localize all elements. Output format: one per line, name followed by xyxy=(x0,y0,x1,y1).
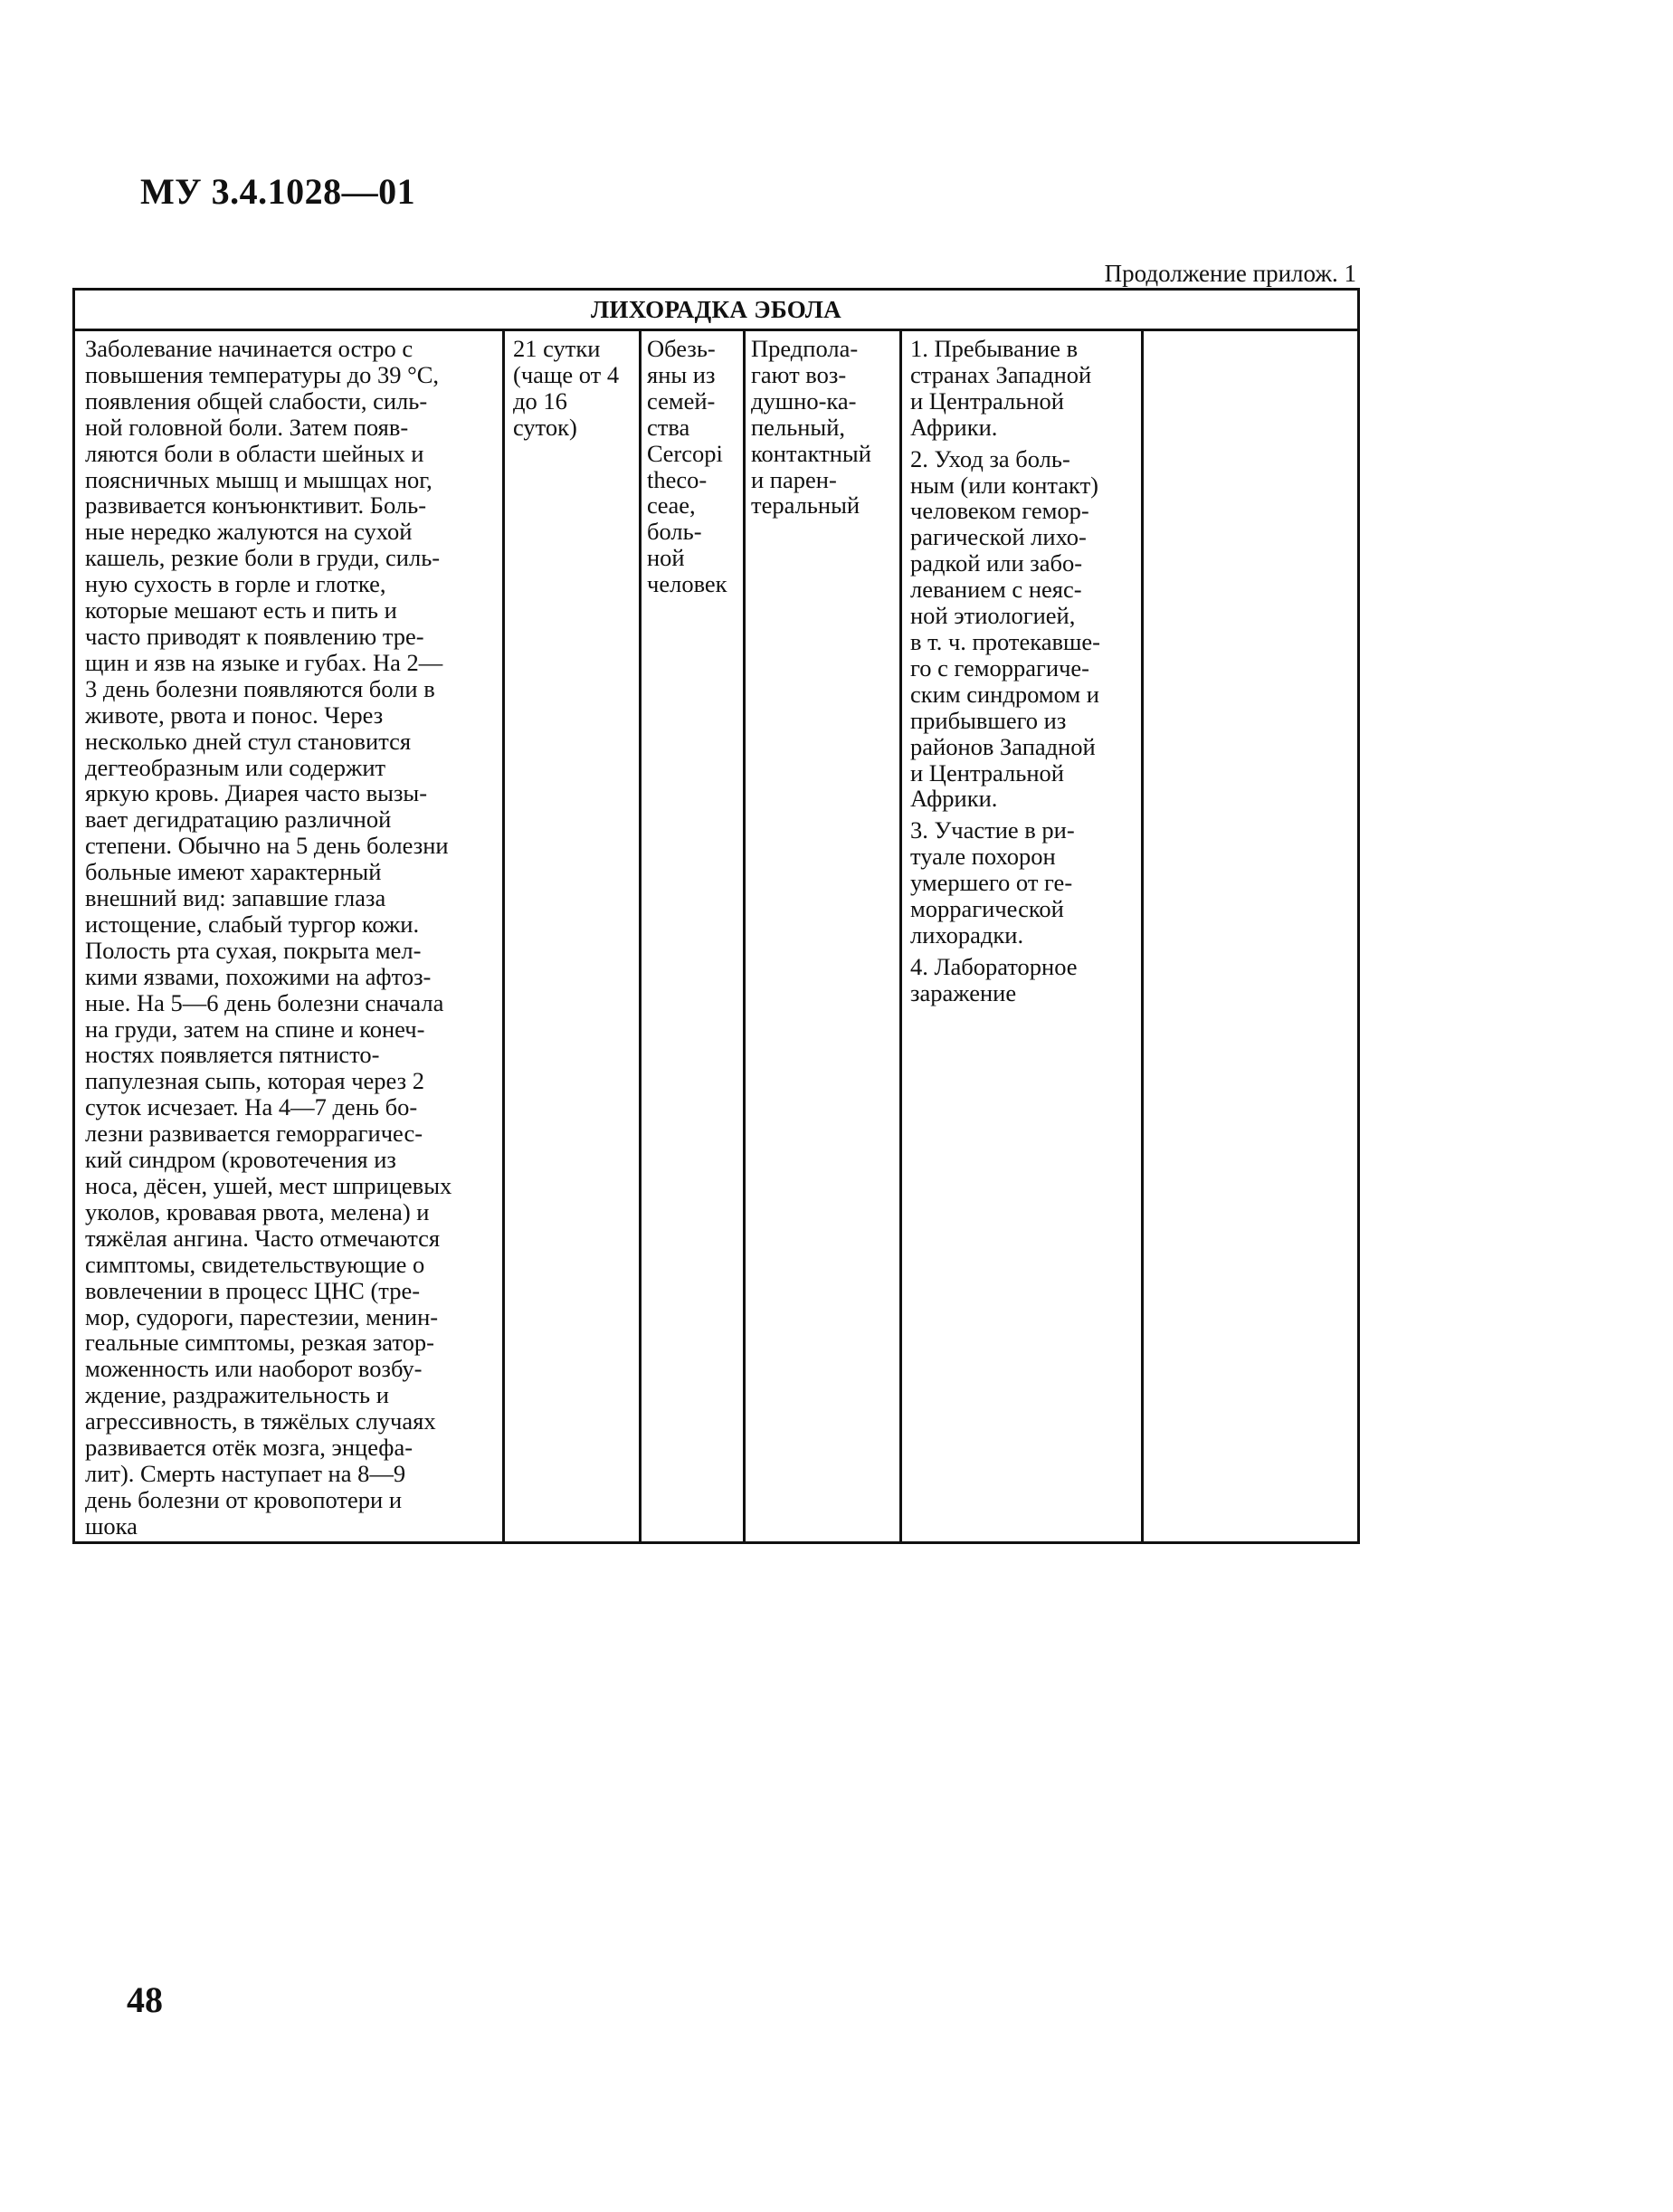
document-code: МУ 3.4.1028—01 xyxy=(140,171,416,212)
risk-factor-item: 2. Уход за боль- ным (или контакт) человеком гемор- рагической лихо- радкой или забо- леванием с неяс- ной этиологией, в т. ч. протекавше- го с геморрагиче- ским синдромом и прибывшего из районов Западной и Центральной Африки. xyxy=(910,444,1100,813)
column-divider xyxy=(743,331,746,1541)
column-divider xyxy=(1141,331,1144,1541)
column-divider xyxy=(639,331,642,1541)
ebola-table xyxy=(72,288,1360,1544)
column-divider xyxy=(899,331,902,1541)
column-divider xyxy=(502,331,505,1541)
risk-factor-item: 1. Пребывание в странах Западной и Центральной Африки. xyxy=(910,335,1092,441)
incubation-period-cell: 21 сутки (чаще от 4 до 16 суток) xyxy=(513,335,620,441)
clinical-picture-cell: Заболевание начинается остро с повышения температуры до 39 °С, появления общей слабости, силь- ной головной боли. Затем появ- ляются боли в области шейных и поясничных мышц и мышцах ног, развивается конъюнктивит. Боль- ные нередко жалуются на сухой кашель, резкие боли в груди, силь- ную сухость в горле и глотке, которые мешают есть и пить и часто приводят к появлению тре- щин и язв на языке и губах. На 2— 3 день болезни появляются боли в животе, рвота и понос. Через несколько дней стул становится дегтеобразным или содержит яркую кровь. Диарея часто вызы- вает дегидратацию различной степени. Обычно на 5 день болезни больные имеют характерный внешний вид: запавшие глаза истощение, слабый тургор кожи. Полость рта сухая, покрыта мел- кими язвами, похожими на афтоз- ные. На 5—6 день болезни сначала на груди, затем на спине и конеч- ностях появляется пятнисто- папулезная сыпь, которая через 2 суток исчезает. На 4—7 день бо- лезни развивается геморрагичес- кий синдром (кровотечения из носа, дёсен, ушей, мест шприцевых уколов, кровавая рвота, мелена) и тяжёлая ангина. Часто отмечаются симптомы, свидетельствующие о вовлечении в процесс ЦНС (тре- мор, судороги, парестезии, менин- геальные симптомы, резкая затор- моженность или наоборот возбу- ждение, раздражительность и агрессивность, в тяжёлых случаях развивается отёк мозга, энцефа- лит). Смерть наступает на 8—9 день болезни от кровопотери и шока xyxy=(85,335,452,1540)
continuation-note: Продолжение прилож. 1 xyxy=(1104,260,1356,287)
infection-source-cell: Обезь- яны из семей- ства Cercopi theco- ceae, боль- ной человек xyxy=(647,335,727,598)
risk-factor-item: 4. Лабораторное заражение xyxy=(910,952,1078,1006)
transmission-route-cell: Предпола- гают воз- душно-ка- пельный, контактный и парен- теральный xyxy=(751,335,871,520)
risk-factors-cell xyxy=(910,336,1100,1012)
table-title: ЛИХОРАДКА ЭБОЛА xyxy=(75,291,1357,331)
page-number: 48 xyxy=(127,1979,163,2020)
risk-factor-item: 3. Участие в ри- туале похорон умершего от ге- моррагической лихорадки. xyxy=(910,816,1075,949)
